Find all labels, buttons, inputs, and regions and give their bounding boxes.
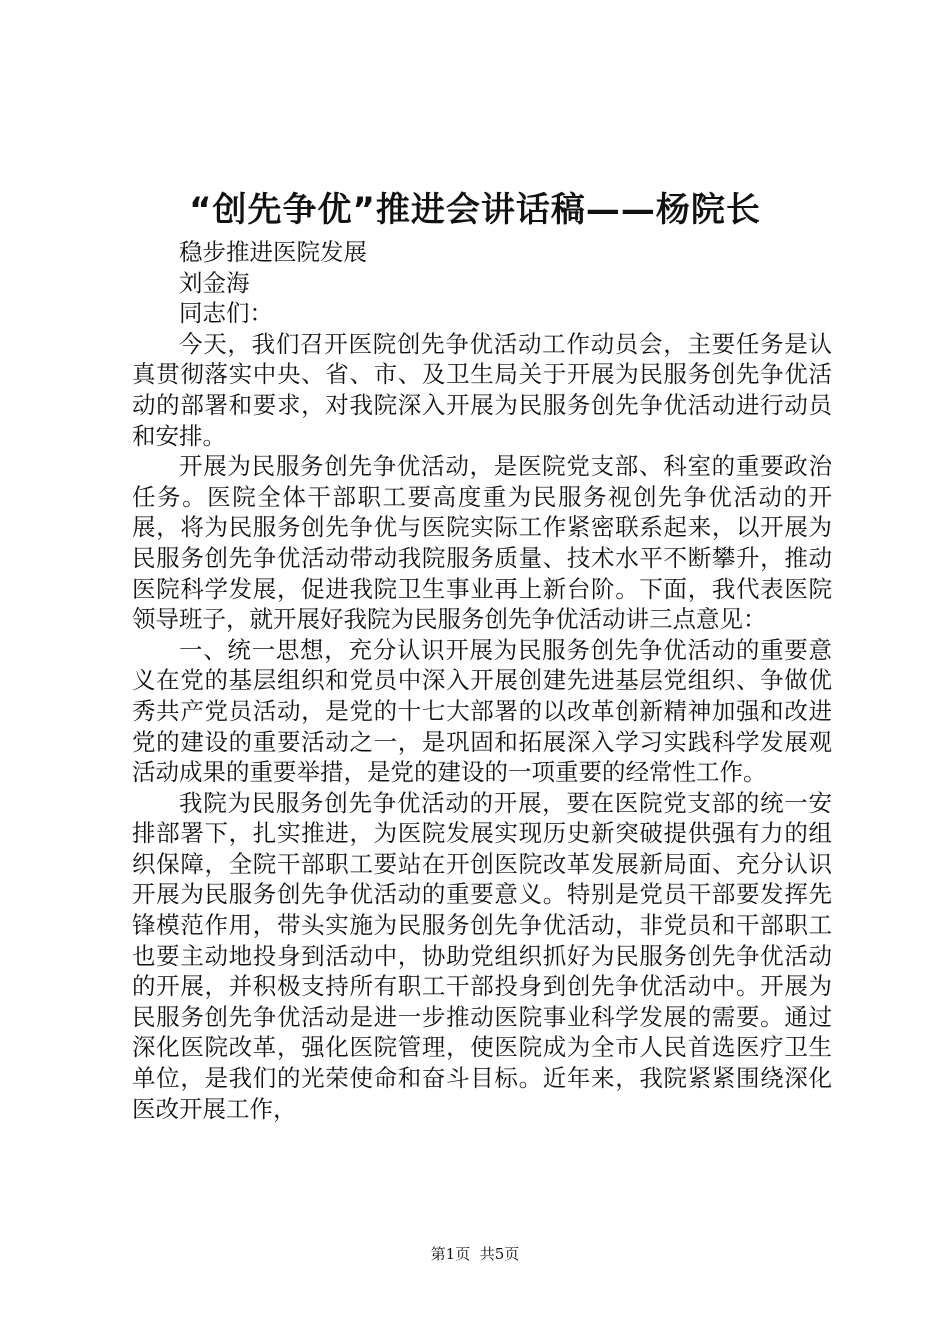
- page-footer: [0, 1243, 950, 1265]
- document-body: [132, 237, 832, 1124]
- page-number-total: 共5页: [479, 1245, 520, 1263]
- body-paragraph: 开展为民服务创先争优活动，是医院党支部、科室的重要政治任务。医院全体干部职工要高度重为民服务视创先争优活动的开展，将为民服务创先争优与医院实际工作紧密联系起来，以开展为民服务创先争优活动带动我院服务质量、技术水平不断攀升，推动医院科学发展，促进我院卫生事业再上新台阶。下面，我代表医院领导班子，就开展好我院为民服务创先争优活动讲三点意见：: [132, 452, 832, 634]
- page-number-current: 第1页: [430, 1245, 471, 1263]
- body-paragraph: 我院为民服务创先争优活动的开展，要在医院党支部的统一安排部署下，扎实推进，为医院发展实现历史新突破提供强有力的组织保障，全院干部职工要站在开创医院改革发展新局面、充分认识开展为民服务创先争优活动的重要意义。特别是党员干部要发挥先锋模范作用，带头实施为民服务创先争优活动，非党员和干部职工也要主动地投身到活动中，协助党组织抓好为民服务创先争优活动的开展，并积极支持所有职工干部投身到创先争优活动中。开展为民服务创先争优活动是进一步推动医院事业科学发展的需要。通过深化医院改革，强化医院管理，使医院成为全市人民首选医疗卫生单位，是我们的光荣使命和奋斗目标。近年来，我院紧紧围绕深化医改开展工作，: [132, 788, 832, 1123]
- subtitle-paragraph: 稳步推进医院发展: [179, 238, 367, 266]
- body-paragraph: 一、统一思想，充分认识开展为民服务创先争优活动的重要意义在党的基层组织和党员中深入开展创建先进基层党组织、争做优秀共产党员活动，是党的十七大部署的以改革创新精神加强和改进党的建设的重要活动之一，是巩固和拓展深入学习实践科学发展观活动成果的重要举措，是党的建设的一项重要的经常性工作。: [132, 635, 832, 787]
- document-title: “创先争优”推进会讲话稿——杨院长: [189, 190, 761, 230]
- author-paragraph: 刘金海: [179, 268, 250, 297]
- body-paragraph: 今天，我们召开医院创先争优活动工作动员会，主要任务是认真贯彻落实中央、省、市、及卫生局关于开展为民服务创先争优活动的部署和要求，对我院深入开展为民服务创先争优活动进行动员和安排。: [132, 329, 832, 450]
- salutation-paragraph: 同志们：: [179, 299, 273, 328]
